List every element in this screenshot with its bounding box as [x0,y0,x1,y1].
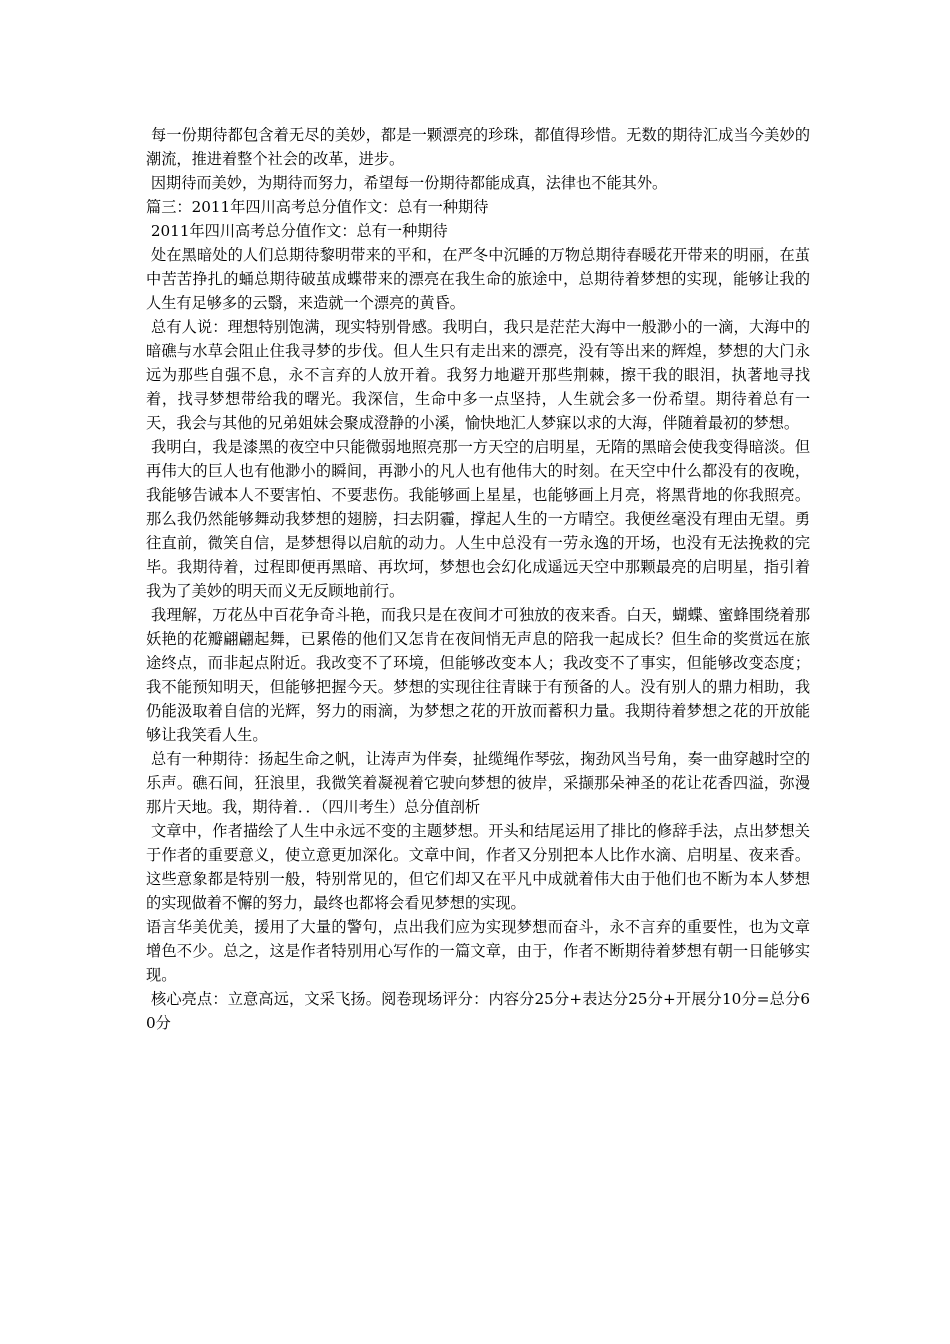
paragraph-7: 我明白，我是漆黑的夜空中只能微弱地照亮那一方天空的启明星，无隋的黑暗会使我变得暗淡。但再伟大的巨人也有他渺小的瞬间，再渺小的凡人也有他伟大的时刻。在天空中什么都没有的夜晚，我能够告诫本人不要害怕、不要悲伤。我能够画上星星，也能够画上月亮，将黑背地的你我照亮。那么我仍然能够舞动我梦想的翅膀，扫去阴霾，撑起人生的一方晴空。我便丝毫没有理由无望。勇往直前，微笑自信，是梦想得以启航的动力。人生中总没有一劳永逸的开场，也没有无法挽救的完毕。我期待着，过程即便再黑暗、再坎坷，梦想也会幻化成遥远天空中那颗最亮的启明星，指引着我为了美妙的明天而义无反顾地前行。 [146,438,811,600]
paragraph-2: 因期待而美妙，为期待而努力，希望每一份期待都能成真，法律也不能其外。 [146,174,668,192]
paragraph-9: 总有一种期待：扬起生命之帆，让涛声为伴奏，扯缆绳作琴弦，掬劲风当号角，奏一曲穿越时空的乐声。礁石间，狂浪里，我微笑着凝视着它驶向梦想的彼岸，采撷那朵神圣的花让花香四溢，弥漫那片天地。我，期待着．．（四川考生）总分值剖析 [146,750,811,816]
paragraph-1: 每一份期待都包含着无尽的美妙，都是一颗漂亮的珍珠，都值得珍惜。无数的期待汇成当今美妙的潮流，推进着整个社会的改革，进步。 [146,126,811,168]
paragraph-6: 总有人说：理想特别饱满，现实特别骨感。我明白，我只是茫茫大海中一般渺小的一滴，大海中的暗礁与水草会阻止住我寻梦的步伐。但人生只有走出来的漂亮，没有等出来的辉煌，梦想的大门永远为那些自强不息，永不言弃的人放开着。我努力地避开那些荆棘，擦干我的眼泪，执著地寻找着，找寻梦想带给我的曙光。我深信，生命中多一点坚持，人生就会多一份希望。期待着总有一天，我会与其他的兄弟姐妹会聚成澄静的小溪，愉快地汇人梦寐以求的大海，伴随着最初的梦想。 [146,318,811,432]
analysis-paragraph: 文章中，作者描绘了人生中永远不变的主题梦想。开头和结尾运用了排比的修辞手法，点出梦想关于作者的重要意义，使立意更加深化。文章中间，作者又分别把本人比作水滴、启明星、夜来香。这些意象都是特别一般，特别常见的，但它们却又在平凡中成就着伟大由于他们也不断为本人梦想的实现做着不懈的努力，最终也都将会看见梦想的实现。 [146,822,811,912]
language-comment-paragraph: 语言华美优美，援用了大量的警句，点出我们应为实现梦想而奋斗，永不言弃的重要性，也为文章增色不少。总之，这是作者特别用心写作的一篇文章，由于，作者不断期待着梦想有朝一日能够实现。 [146,918,810,984]
section-heading: 篇三：2011年四川高考总分值作文：总有一种期待 [146,198,489,216]
score-summary: 核心亮点：立意高远，文采飞扬。阅卷现场评分：内容分25分+表达分25分+开展分10分=总分60分 [146,990,810,1032]
paragraph-5: 处在黑暗处的人们总期待黎明带来的平和，在严冬中沉睡的万物总期待春暖花开带来的明丽，在茧中苦苦挣扎的蛹总期待破茧成蝶带来的漂亮在我生命的旅途中，总期待着梦想的实现，能够让我的人生有足够多的云翳，来造就一个漂亮的黄昏。 [146,246,811,312]
paragraph-8: 我理解，万花丛中百花争奇斗艳，而我只是在夜间才可独放的夜来香。白天，蝴蝶、蜜蜂围绕着那妖艳的花瓣翩翩起舞，已累倦的他们又怎肯在夜间悄无声息的陪我一起成长？但生命的奖赏远在旅途终点，而非起点附近。我改变不了环境，但能够改变本人；我改变不了事实，但能够改变态度；我不能预知明天，但能够把握今天。梦想的实现往往青睐于有预备的人。没有别人的鼎力相助，我仍能汲取着自信的光辉，努力的雨滴，为梦想之花的开放而蓄积力量。我期待着梦想之花的开放能够让我笑看人生。 [146,606,811,744]
essay-title: 2011年四川高考总分值作文：总有一种期待 [146,222,448,240]
document-body [146,123,810,1035]
